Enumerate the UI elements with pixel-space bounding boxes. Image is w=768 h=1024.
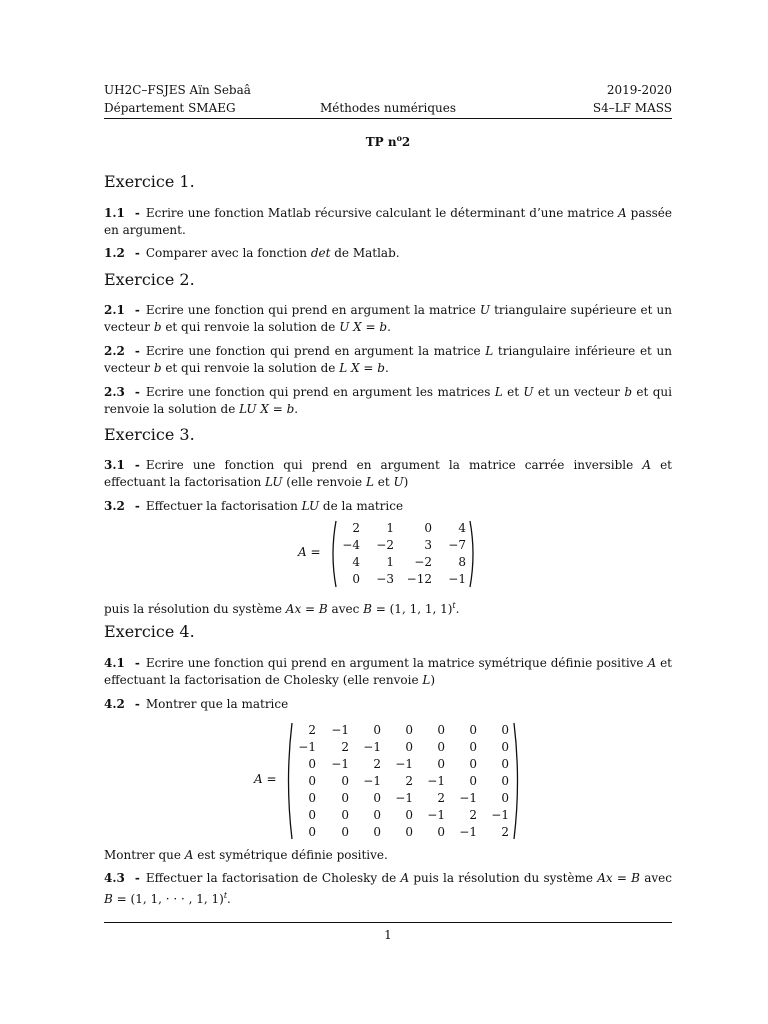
header-row-1 <box>104 82 672 98</box>
matrix-cell: 2 <box>469 808 477 822</box>
math-var: LU <box>301 499 320 513</box>
question-text: avec <box>327 602 364 616</box>
math-expr: Ax = B <box>285 602 328 616</box>
question-text: Effectuer la factorisation de Cholesky de <box>145 871 401 885</box>
matrix-cell: 2 <box>352 521 360 535</box>
matrix-cell: 0 <box>469 757 477 771</box>
matrix-cell: 0 <box>501 740 509 754</box>
matrix-cell: 2 <box>437 791 445 805</box>
question-dash: - <box>134 303 140 317</box>
question-3-2 <box>104 498 672 515</box>
matrix-cell: 0 <box>424 521 432 535</box>
matrix-row <box>294 756 509 773</box>
matrix-cell: 3 <box>424 538 432 552</box>
matrix-cell: 0 <box>501 791 509 805</box>
question-text: Ecrire une fonction qui prend en argument la matrice <box>145 344 486 358</box>
question-dash: - <box>134 458 140 472</box>
matrix-cell: 2 <box>373 757 381 771</box>
question-dash: - <box>134 246 140 260</box>
matrix-row <box>294 824 509 841</box>
matrix-row <box>294 790 509 807</box>
question-text: Effectuer la factorisation <box>145 499 302 513</box>
matrix-row <box>338 537 466 554</box>
matrix-cell: 1 <box>386 555 394 569</box>
question-text: Montrer que la matrice <box>145 697 289 711</box>
math-var: U <box>523 385 534 399</box>
matrix-3-2 <box>298 520 478 588</box>
matrix-row <box>338 554 466 571</box>
question-1-1 <box>104 205 672 239</box>
question-text: . <box>455 602 460 616</box>
matrix-cell: 0 <box>437 757 445 771</box>
matrix-cell: −2 <box>414 555 432 569</box>
question-text: . <box>294 402 299 416</box>
matrix-cell: 0 <box>341 791 349 805</box>
question-text: . <box>384 361 389 375</box>
matrix-cell: 0 <box>373 791 381 805</box>
matrix-cell: 0 <box>341 774 349 788</box>
question-text: et effectuant la factorisation <box>104 458 672 489</box>
header-rule <box>104 118 672 119</box>
matrix-cell: −1 <box>427 774 445 788</box>
math-var: A <box>642 458 651 472</box>
math-var: B <box>104 892 113 906</box>
math-var: L <box>422 673 431 687</box>
title-sup: o <box>396 133 402 143</box>
question-text: . <box>227 892 231 906</box>
question-text: triangulaire inférieure et un vecteur <box>104 344 672 375</box>
matrix-cell: 0 <box>501 757 509 771</box>
matrix-cell: 0 <box>469 774 477 788</box>
matrix-cell: 0 <box>373 825 381 839</box>
question-number: 4.3 <box>104 871 125 885</box>
page-title <box>104 133 672 149</box>
math-expr: = (1, 1, · · · , 1, 1) <box>112 892 224 906</box>
math-var: L <box>494 385 503 399</box>
transpose-sup: t <box>223 891 228 900</box>
matrix-cell: −4 <box>342 538 360 552</box>
matrix-cell: 0 <box>373 723 381 737</box>
question-text: ) <box>403 475 409 489</box>
math-expr: LU X = b <box>239 402 295 416</box>
matrix-cell: 0 <box>308 774 316 788</box>
math-expr: U X = b <box>339 320 388 334</box>
exercise-4-title: Exercice 4. <box>104 622 195 641</box>
exercise-3-title: Exercice 3. <box>104 425 195 444</box>
matrix-label: A = <box>254 772 277 786</box>
question-text: et un vecteur <box>533 385 625 399</box>
matrix-row <box>294 722 509 739</box>
header-course: Méthodes numériques <box>319 101 457 115</box>
question-text: Ecrire une fonction Matlab récursive calculant le déterminant d’une matrice <box>145 206 619 220</box>
question-text: puis la résolution du système <box>409 871 598 885</box>
question-4-2 <box>104 696 672 713</box>
matrix-cell: 0 <box>469 723 477 737</box>
matrix-row <box>294 807 509 824</box>
question-number: 4.1 <box>104 656 125 670</box>
math-var: A <box>647 656 657 670</box>
math-var: U <box>479 303 491 317</box>
matrix-cell: 0 <box>308 757 316 771</box>
matrix-cell: 0 <box>437 740 445 754</box>
matrix-cell: 0 <box>373 808 381 822</box>
header-level: S4–LF MASS <box>592 101 672 115</box>
matrix-cell: 0 <box>437 723 445 737</box>
matrix-cell: 0 <box>405 740 413 754</box>
matrix-cell: 0 <box>308 808 316 822</box>
matrix-cell: 0 <box>405 808 413 822</box>
matrix-cell: 2 <box>308 723 316 737</box>
question-dash: - <box>134 206 140 220</box>
statement-4-2 <box>104 847 672 864</box>
title-text: TP n <box>365 135 397 149</box>
question-dash: - <box>134 344 140 358</box>
matrix-cell: −1 <box>395 791 413 805</box>
right-paren <box>468 520 478 588</box>
math-var: b <box>153 320 162 334</box>
exercise-1-title: Exercice 1. <box>104 172 195 191</box>
question-text: . <box>387 320 391 334</box>
matrix-cell: −1 <box>395 757 413 771</box>
math-var: U <box>393 475 404 489</box>
page-number: 1 <box>384 928 392 942</box>
question-1-2 <box>104 245 672 262</box>
left-paren <box>328 520 338 588</box>
question-number: 4.2 <box>104 697 125 711</box>
header-year: 2019-2020 <box>606 83 672 97</box>
math-expr: L X = b <box>339 361 385 375</box>
matrix-cell: 0 <box>341 825 349 839</box>
transpose-sup: t <box>452 601 456 610</box>
footer-rule <box>104 922 672 923</box>
question-text: Ecrire une fonction qui prend en argument la matrice symétrique définie positive <box>145 656 648 670</box>
question-4-3 <box>104 870 672 908</box>
question-dash: - <box>134 385 140 399</box>
matrix-4-2 <box>254 722 524 840</box>
question-text: ) <box>430 673 436 687</box>
math-expr: = (1, 1, 1, 1) <box>371 602 453 616</box>
title-number: 2 <box>401 135 411 149</box>
math-var: LU <box>265 475 283 489</box>
question-text: Comparer avec la fonction <box>145 246 311 260</box>
matrix-cell: −1 <box>448 572 466 586</box>
question-text: de la matrice <box>319 499 404 513</box>
question-text: (elle renvoie <box>282 475 366 489</box>
matrix-label: A = <box>298 545 321 559</box>
math-var: L <box>365 475 374 489</box>
header-department: Département SMAEG <box>104 101 236 115</box>
matrix-cell: −1 <box>427 808 445 822</box>
question-text: Ecrire une fonction qui prend en argument les matrices <box>145 385 495 399</box>
matrix-cell: −3 <box>376 572 394 586</box>
math-var: A <box>400 871 410 885</box>
question-text: Ecrire une fonction qui prend en argument la matrice carrée inversible <box>145 458 643 472</box>
question-text: et effectuant la factorisation de Cholesky (elle renvoie <box>104 656 672 687</box>
matrix-cell: 0 <box>501 723 509 737</box>
question-text: et qui renvoie la solution de <box>161 361 340 375</box>
question-text: puis la résolution du système <box>104 602 286 616</box>
matrix-cell: 4 <box>458 521 466 535</box>
matrix-row <box>294 773 509 790</box>
question-number: 1.1 <box>104 206 125 220</box>
matrix-cell: −1 <box>363 740 381 754</box>
question-2-1 <box>104 302 672 336</box>
question-text: avec <box>640 871 673 885</box>
math-var: A <box>184 848 194 862</box>
question-number: 3.2 <box>104 499 125 513</box>
matrix-row <box>338 571 466 588</box>
question-text: est symétrique définie positive. <box>193 848 388 862</box>
matrix-cell: 0 <box>405 825 413 839</box>
document-page <box>104 0 672 1024</box>
matrix-cell: −1 <box>459 825 477 839</box>
question-number: 2.2 <box>104 344 125 358</box>
matrix-row <box>338 520 466 537</box>
question-number: 1.2 <box>104 246 125 260</box>
matrix-cell: −1 <box>459 791 477 805</box>
matrix-cell: 2 <box>501 825 509 839</box>
matrix-cell: 4 <box>352 555 360 569</box>
matrix-cell: −7 <box>448 538 466 552</box>
matrix-cell: 0 <box>501 774 509 788</box>
matrix-cell: 1 <box>386 521 394 535</box>
header-row-2 <box>104 100 672 116</box>
header-institution: UH2C–FSJES Aïn Sebaâ <box>104 83 251 97</box>
math-var: A <box>618 206 627 220</box>
question-dash: - <box>134 656 140 670</box>
question-2-2 <box>104 343 672 377</box>
question-3-1 <box>104 457 672 491</box>
question-text: et qui renvoie la solution de <box>161 320 340 334</box>
matrix-cell: 0 <box>308 791 316 805</box>
matrix-cell: 0 <box>308 825 316 839</box>
matrix-cell: 2 <box>405 774 413 788</box>
math-expr: Ax = B <box>597 871 641 885</box>
math-var: L <box>485 344 494 358</box>
question-text: de Matlab. <box>330 246 400 260</box>
matrix-3-2-body <box>338 520 466 588</box>
math-var: det <box>310 246 331 260</box>
question-dash: - <box>134 871 140 885</box>
question-dash: - <box>134 697 140 711</box>
system-3-2 <box>104 597 672 618</box>
question-number: 2.1 <box>104 303 125 317</box>
question-2-3 <box>104 384 672 418</box>
left-paren <box>284 722 294 840</box>
matrix-cell: −1 <box>298 740 316 754</box>
question-dash: - <box>134 499 140 513</box>
math-var: b <box>624 385 633 399</box>
question-text: et <box>502 385 524 399</box>
matrix-cell: −1 <box>363 774 381 788</box>
question-text: Montrer que <box>104 848 185 862</box>
matrix-cell: 0 <box>437 825 445 839</box>
matrix-cell: 0 <box>469 740 477 754</box>
question-text: et qui renvoie la solution de <box>104 385 672 416</box>
exercise-2-title: Exercice 2. <box>104 270 195 289</box>
math-var: b <box>153 361 162 375</box>
matrix-cell: −1 <box>491 808 509 822</box>
question-text: Ecrire une fonction qui prend en argument la matrice <box>145 303 480 317</box>
matrix-cell: −12 <box>406 572 432 586</box>
right-paren <box>512 722 522 840</box>
math-var: B <box>363 602 372 616</box>
matrix-cell: 8 <box>458 555 466 569</box>
matrix-cell: 0 <box>405 723 413 737</box>
matrix-cell: −2 <box>376 538 394 552</box>
matrix-cell: 0 <box>341 808 349 822</box>
matrix-4-2-body <box>294 722 509 841</box>
question-text: passée en argument. <box>104 206 672 237</box>
question-number: 3.1 <box>104 458 125 472</box>
matrix-cell: 2 <box>341 740 349 754</box>
question-text: et <box>373 475 394 489</box>
matrix-cell: −1 <box>331 757 349 771</box>
question-number: 2.3 <box>104 385 125 399</box>
matrix-cell: −1 <box>331 723 349 737</box>
matrix-row <box>294 739 509 756</box>
question-text: triangulaire supérieure et un vecteur <box>104 303 672 334</box>
question-4-1 <box>104 655 672 689</box>
matrix-cell: 0 <box>352 572 360 586</box>
